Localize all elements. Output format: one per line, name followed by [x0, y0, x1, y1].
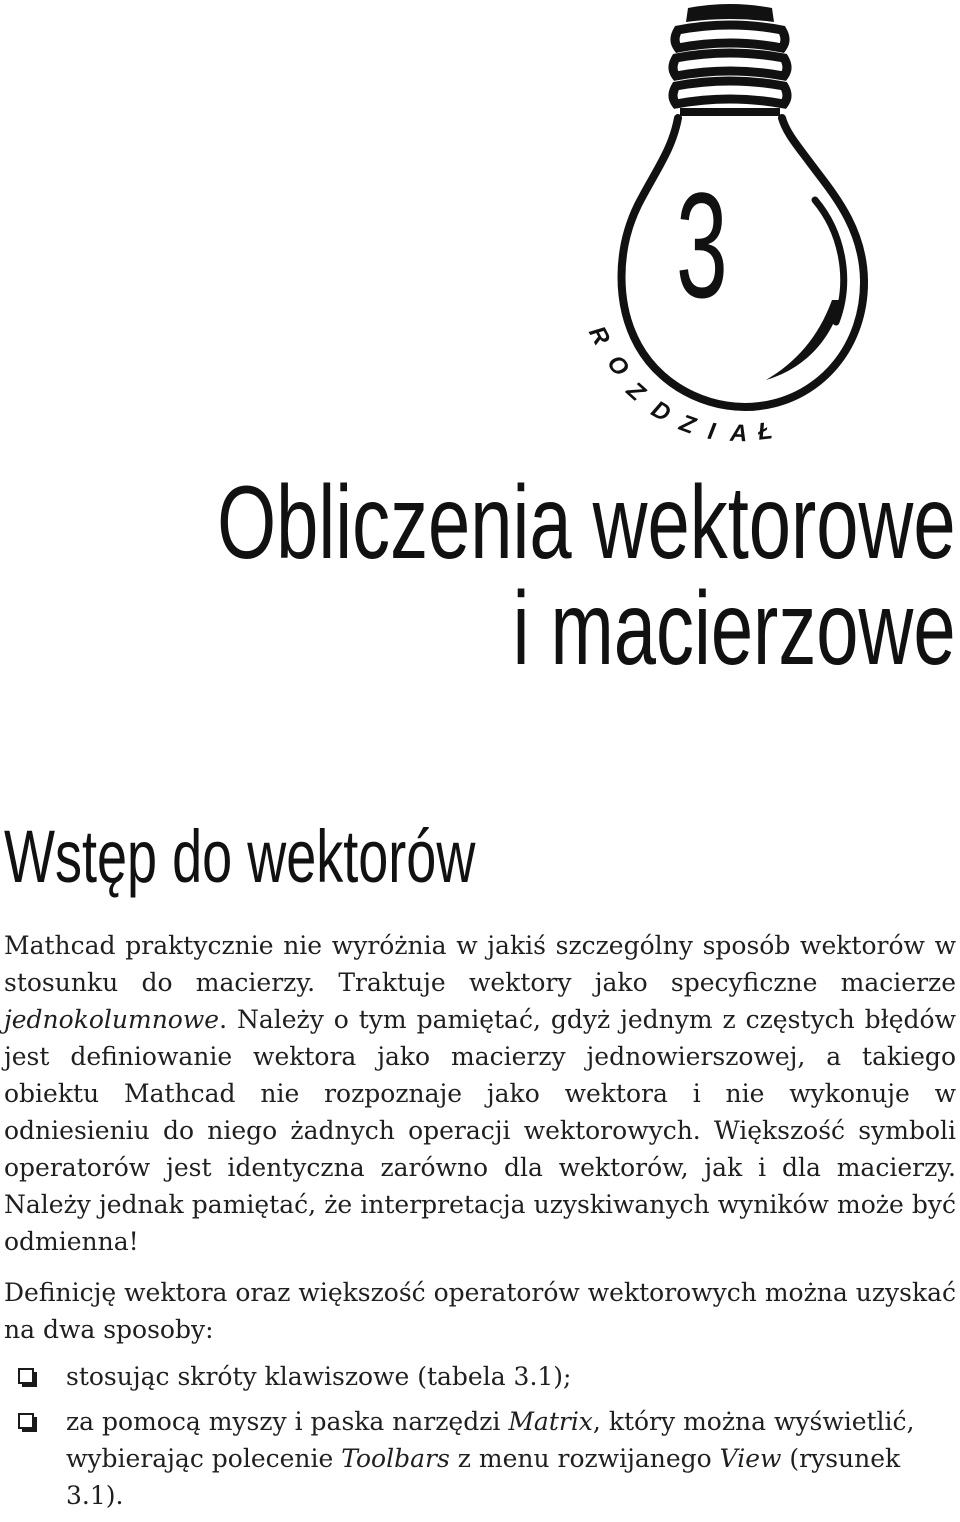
bullet-2-text-c: , który można wyświetlić, wybierając polecenie — [66, 1407, 915, 1473]
paragraph-2: Definicję wektora oraz większość operatorów wektorowych można uzyskać na dwa sposoby: — [4, 1278, 956, 1344]
checkbox-bullet-icon — [18, 1368, 34, 1384]
chapter-title-line-1: Obliczenia wektorowe — [217, 465, 956, 581]
checkbox-bullet-icon — [18, 1413, 34, 1429]
chapter-word-letter: Z — [621, 376, 651, 407]
paragraph-1-emphasis: jednokolumnowe — [4, 1005, 220, 1034]
bullet-list — [4, 1358, 956, 1514]
chapter-title-line-2: i macierzowe — [513, 571, 956, 687]
section-title: Wstęp do wektorów — [4, 815, 476, 898]
bullet-2-text-g: (rysunek 3.1). — [66, 1444, 901, 1510]
chapter-word-letter: O — [601, 350, 635, 382]
chapter-title — [217, 465, 956, 687]
body-text — [4, 927, 956, 1522]
paragraph-1 — [4, 927, 956, 1260]
bullet-2-toolbars: Toolbars — [341, 1444, 450, 1473]
paragraph-1-text-a: Mathcad praktycznie nie wyróżnia w jakiś szczególny sposób wektorów w stosunku do macierzy. Traktuje wektory jako specyficzne macierze — [4, 931, 956, 997]
chapter-word-letter: A — [729, 419, 748, 448]
bullet-2-text-e: z menu rozwijanego — [449, 1444, 720, 1473]
chapter-word-letter: I — [705, 417, 718, 446]
bullet-2-view: View — [719, 1444, 782, 1473]
chapter-word-letter: Ł — [756, 417, 774, 446]
chapter-word-letter: R — [583, 321, 616, 350]
paragraph-1-text-c: . Należy o tym pamiętać, gdyż jednym z częstych błędów jest definiowanie wektora jako macierzy jednowierszowej, a takiego obiektu Mathcad nie rozpoznaje jako wektora i nie wykonuje w odniesieniu do niego żadnych operacji wektorowych. Większość symboli operatorów jest identyczna zarówno dla wektorów, jak i dla macierzy. Należy jednak pamiętać, że interpretacja uzyskiwanych wyników może być odmienna! — [4, 1005, 956, 1256]
bullet-2-text-a: za pomocą myszy i paska narzędzi — [66, 1407, 509, 1436]
bullet-2-matrix: Matrix — [508, 1407, 593, 1436]
chapter-number: 3 — [676, 161, 727, 329]
list-item — [4, 1403, 956, 1514]
bullet-1-text: stosując skróty klawiszowe (tabela 3.1); — [66, 1362, 572, 1391]
chapter-word-letter: D — [646, 395, 676, 428]
chapter-word-letter: Z — [675, 409, 700, 440]
list-item — [4, 1358, 956, 1395]
